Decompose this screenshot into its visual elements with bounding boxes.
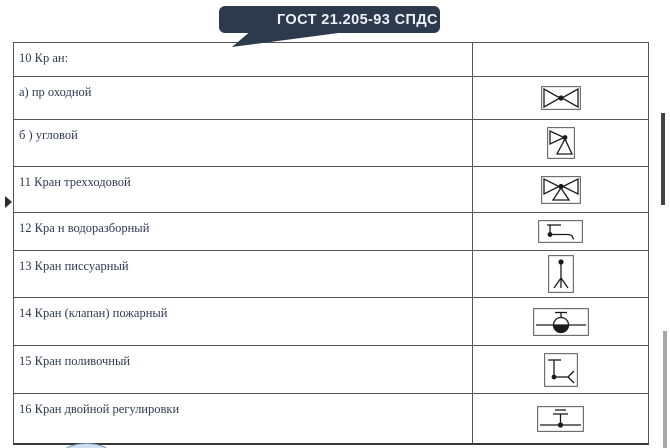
valve-angle-icon [547,127,575,159]
symbols-table [13,42,649,445]
table-row [14,298,648,346]
row-label: б ) угловой [14,120,473,166]
tap-water-icon [538,220,583,243]
table-row [14,394,648,443]
valve-three-way-icon [541,176,581,204]
scrollbar-thumb[interactable] [661,113,665,205]
symbol-cell [473,77,648,119]
valve-fire-icon [533,308,589,336]
row-label: 16 Кран двойной регулировки [14,394,473,443]
table-row [14,77,648,120]
gost-tooltip-tail-icon [225,28,365,52]
symbol-cell [473,394,648,443]
symbol-cell [473,213,648,250]
tap-urinal-icon [548,255,574,293]
row-label: 10 Кр ан: [14,43,473,76]
table-row [14,346,648,394]
tap-double-regulation-icon [537,406,584,432]
symbol-cell [473,43,648,76]
row-label: 15 Кран поливочный [14,346,473,393]
valve-through-icon [541,86,581,110]
scrollbar-track[interactable] [663,331,667,448]
table-row [14,120,648,167]
gost-tooltip-label: ГОСТ 21.205-93 СПДС [277,11,438,28]
symbol-cell [473,167,648,212]
tap-watering-icon [544,353,578,387]
symbol-cell [473,298,648,345]
row-label: 13 Кран писсуарный [14,251,473,297]
table-row [14,251,648,298]
row-label: 14 Кран (клапан) пожарный [14,298,473,345]
row-label: а) пр оходной [14,77,473,119]
table-row [14,213,648,251]
table-row [14,167,648,213]
row-label: 11 Кран трехходовой [14,167,473,212]
symbol-cell [473,251,648,297]
cursor-mark-icon [4,196,14,209]
row-label: 12 Кра н водоразборный [14,213,473,250]
symbol-cell [473,120,648,166]
symbol-cell [473,346,648,393]
